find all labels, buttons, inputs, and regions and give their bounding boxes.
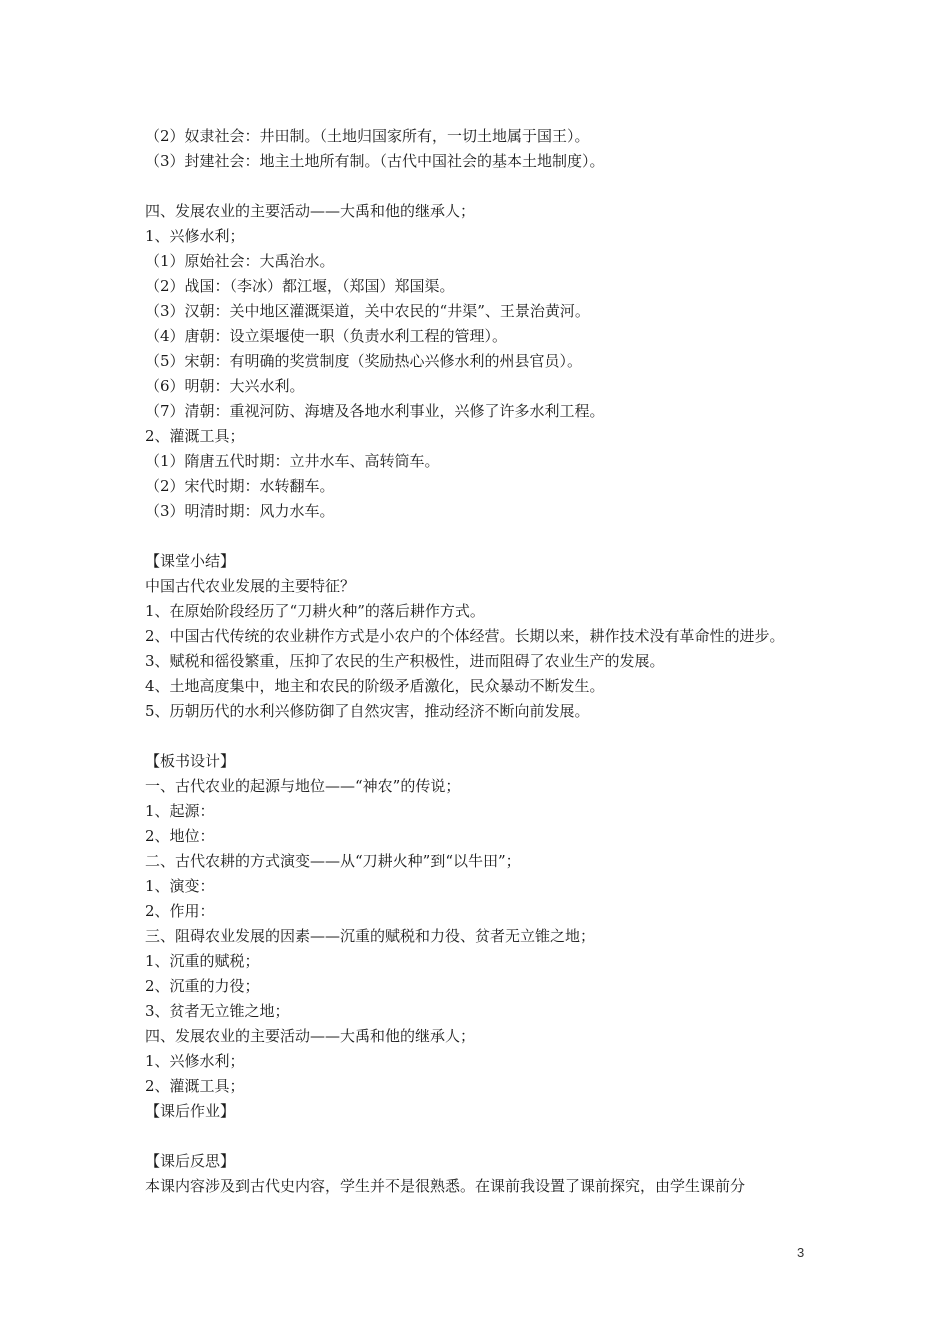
text-line: （1）原始社会：大禹治水。: [145, 252, 335, 270]
text-line: 中国古代农业发展的主要特征？: [145, 577, 356, 595]
text-line: 3、赋税和徭役繁重，压抑了农民的生产积极性，进而阻碍了农业生产的发展。: [145, 652, 665, 670]
section-label: 【课堂小结】: [145, 552, 236, 570]
text-line: （3）明清时期：风力水车。: [145, 502, 335, 520]
section-label: 【课后作业】: [145, 1102, 236, 1120]
page-body: [145, 124, 815, 1199]
text-line: 1、在原始阶段经历了“刀耕火种”的落后耕作方式。: [145, 602, 485, 620]
text-line: （2）奴隶社会：井田制。（土地归国家所有，一切土地属于国王）。: [145, 127, 590, 145]
text-paragraph: 2、中国古代传统的农业耕作方式是小农户的个体经营。长期以来，耕作技术没有革命性的进步。: [145, 627, 785, 645]
text-line: 3、贫者无立锥之地；: [145, 1002, 290, 1020]
page-number: 3: [797, 1245, 805, 1260]
text-line: （2）宋代时期：水转翻车。: [145, 477, 335, 495]
text-line: 2、灌溉工具；: [145, 1077, 245, 1095]
text-line: （3）封建社会：地主土地所有制。（古代中国社会的基本土地制度）。: [145, 152, 605, 170]
text-line: 2、沉重的力役；: [145, 977, 260, 995]
text-line: （7）清朝：重视河防、海塘及各地水利事业，兴修了许多水利工程。: [145, 402, 605, 420]
text-line: 1、演变：: [145, 877, 215, 895]
subheading: 1、兴修水利；: [145, 227, 245, 245]
text-line: 5、历朝历代的水利兴修防御了自然灾害，推动经济不断向前发展。: [145, 702, 590, 720]
blank-line: [145, 724, 815, 749]
text-line: 2、作用：: [145, 902, 215, 920]
subheading: 2、灌溉工具；: [145, 427, 245, 445]
text-line: （6）明朝：大兴水利。: [145, 377, 305, 395]
section-heading: 四、发展农业的主要活动——大禹和他的继承人；: [145, 202, 476, 220]
text-line: （4）唐朝：设立渠堰使一职（负责水利工程的管理）。: [145, 327, 508, 345]
blank-line: [145, 524, 815, 549]
text-line: 4、土地高度集中，地主和农民的阶级矛盾激化，民众暴动不断发生。: [145, 677, 605, 695]
text-line: 1、沉重的赋税；: [145, 952, 260, 970]
text-line: （3）汉朝：关中地区灌溉渠道，关中农民的“井渠”、王景治黄河。: [145, 302, 590, 320]
section-heading: 四、发展农业的主要活动——大禹和他的继承人；: [145, 1027, 476, 1045]
section-label: 【板书设计】: [145, 752, 236, 770]
section-label: 【课后反思】: [145, 1152, 236, 1170]
section-heading: 一、古代农业的起源与地位——“神农”的传说；: [145, 777, 461, 795]
text-line: （5）宋朝：有明确的奖赏制度（奖励热心兴修水利的州县官员）。: [145, 352, 583, 370]
blank-line: [145, 1124, 815, 1149]
text-line: 1、兴修水利；: [145, 1052, 245, 1070]
section-heading: 三、阻碍农业发展的因素——沉重的赋税和力役、贫者无立锥之地；: [145, 927, 596, 945]
text-line: 1、起源：: [145, 802, 215, 820]
section-heading: 二、古代农耕的方式演变——从“刀耕火种”到“以牛田”；: [145, 852, 521, 870]
text-line: 2、地位：: [145, 827, 215, 845]
text-line: （1）隋唐五代时期：立井水车、高转筒车。: [145, 452, 440, 470]
text-line: 本课内容涉及到古代史内容，学生并不是很熟悉。在课前我设置了课前探究，由学生课前分: [145, 1177, 746, 1195]
blank-line: [145, 174, 815, 199]
text-line: （2）战国：（李冰）都江堰，（郑国）郑国渠。: [145, 277, 455, 295]
